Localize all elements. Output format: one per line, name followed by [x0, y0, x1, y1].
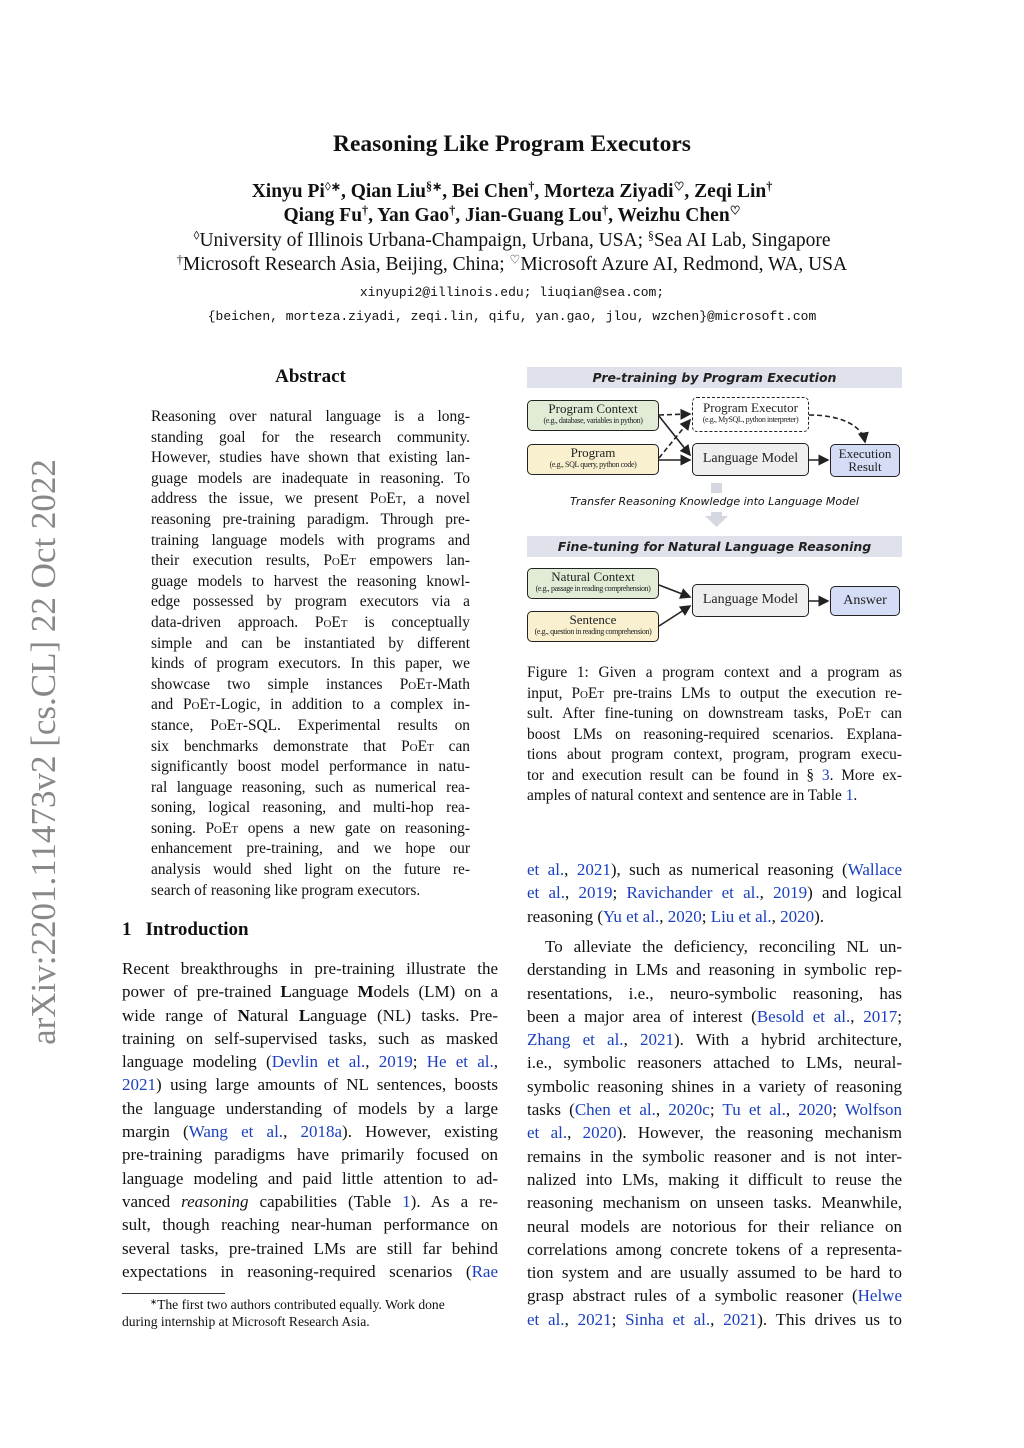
author-name: Morteza Ziyadi	[544, 181, 674, 202]
text-line: However, studies have shown that existing lan-	[151, 449, 470, 467]
text-line: et al., 2020). However, the reasoning mechanism	[527, 1123, 902, 1143]
citation-link[interactable]: He et al.	[426, 1052, 494, 1072]
citation-link[interactable]: Tu et al.	[722, 1100, 786, 1120]
citation-link[interactable]: 2020	[798, 1100, 833, 1120]
author-line-2: Qiang Fu†, Yan Gao†, Jian-Guang Lou†, Weizhu Chen♡	[283, 203, 741, 226]
box-subtitle: (e.g., database, variables in python)	[543, 416, 643, 425]
intro-paragraph	[122, 957, 498, 1283]
section-title: Introduction	[145, 919, 249, 940]
affiliation-mark: §∗	[426, 179, 443, 194]
poet-name: PoEt	[323, 552, 356, 570]
citation-link[interactable]: et al.	[527, 1123, 568, 1143]
text-line: sult. After fine-tuning on downstream tasks, PoEt can	[527, 705, 902, 722]
text-line: ral language reasoning, such as numerical rea-	[151, 778, 470, 796]
text-line: 2021) using large amounts of NL sentences, boosts	[122, 1075, 498, 1095]
affiliation-mark: †	[449, 203, 456, 218]
author-name: Qian Liu	[350, 181, 427, 202]
citation-link[interactable]: 2018a	[300, 1122, 343, 1142]
text-line: Reasoning over natural language is a long-	[151, 408, 470, 425]
citation-link[interactable]: 2020	[780, 906, 815, 926]
answer-box: Answer	[830, 586, 900, 616]
affiliation-mark: †	[528, 179, 535, 194]
text-line: search of reasoning like program executors.	[151, 881, 421, 899]
transfer-text: Transfer Reasoning Knowledge into Language Model	[566, 495, 863, 508]
text-line: several tasks, pre-trained LMs are still far behind	[122, 1238, 498, 1258]
text-line: training on self-supervised tasks, such as masked	[122, 1028, 498, 1048]
language-model-box: Language Model	[692, 443, 809, 476]
text-line: stance, PoEt-SQL. Experimental results on	[151, 716, 470, 734]
text-line: et al., 2021), such as numerical reasoning (Wallace	[527, 860, 902, 879]
citation-link[interactable]: Besold et al.	[756, 1006, 851, 1026]
program-context-box	[527, 400, 659, 431]
right-paragraph-2	[527, 935, 902, 1331]
author-name: Jian-Guang Lou	[464, 205, 603, 226]
poet-name: PoEt	[369, 490, 403, 508]
text-line: i.e., symbolic reasoners attached to LMs, neural-	[527, 1053, 902, 1073]
footnote-mark: ∗	[150, 1296, 158, 1307]
text-line: sult, though reaching near-human performance on	[122, 1215, 498, 1235]
citation-link[interactable]: Zhang et al.	[527, 1030, 624, 1050]
bold-text: L	[280, 982, 292, 1002]
citation-link[interactable]: Wallace	[847, 860, 902, 879]
box-title: Sentence	[569, 612, 617, 627]
affiliation-text: University of Illinois Urbana-Champaign, Urbana, USA;	[199, 230, 648, 251]
text-line: et al., 2021; Sinha et al., 2021). This drives us to	[527, 1309, 902, 1329]
text-line: kinds of program executors. In this paper, we	[151, 655, 470, 673]
citation-link[interactable]: 2021	[723, 1309, 758, 1329]
citation-link[interactable]: et al.	[527, 1309, 565, 1329]
box-title: Program	[570, 445, 616, 460]
citation-link[interactable]: 2021	[122, 1075, 156, 1095]
affiliation-text: Sea AI Lab, Singapore	[653, 230, 831, 251]
email-line-1: xinyupi2@illinois.edu; liuqian@sea.com;	[359, 285, 665, 300]
text-line: vanced reasoning capabilities (Table 1). As a re-	[122, 1191, 498, 1211]
text-line: input, PoEt pre-trains LMs to output the execution re-	[527, 684, 902, 702]
text-line: Zhang et al., 2021). With a hybrid architecture,	[527, 1030, 902, 1050]
text-line: boost LMs on reasoning-required scenarios. Explana-	[527, 725, 902, 743]
poet-name: PoEt	[838, 705, 871, 722]
finetuning-header: Fine-tuning for Natural Language Reasoning	[527, 536, 902, 557]
text-line: Figure 1: Given a program context and a program as	[527, 664, 902, 681]
arrow-context-to-lm	[659, 416, 690, 455]
affiliation-mark: §	[647, 228, 654, 243]
text-line: reasoning mechanism on unseen tasks. Meanwhile,	[527, 1193, 902, 1213]
section-heading	[122, 919, 263, 941]
footnote-line: The first two authors contributed equally. Work done	[157, 1297, 445, 1312]
language-model-box-finetune: Language Model	[692, 584, 809, 617]
citation-link[interactable]: 2020	[667, 906, 702, 926]
text-line: guage models are inadequate in reasoning. To	[151, 469, 470, 487]
text-line: correlations among concrete tokens of a representa-	[527, 1239, 902, 1259]
affiliation-text: Microsoft Azure AI, Redmond, WA, USA	[520, 254, 848, 275]
affiliation-mark: ◊∗	[324, 179, 341, 194]
citation-link[interactable]: 2021	[576, 860, 611, 879]
text-line: soning, logical reasoning, and multi-hop rea-	[151, 799, 470, 817]
citation-link[interactable]: 2019	[578, 883, 613, 903]
affiliation-mark: †	[602, 203, 609, 218]
text-line: reasoning (Yu et al., 2020; Liu et al., 2020).	[527, 906, 825, 926]
affiliation-mark: †	[176, 252, 183, 267]
citation-link[interactable]: Chen et al.	[574, 1100, 656, 1120]
author-line-1: Xinyu Pi◊∗, Qian Liu§∗, Bei Chen†, Morteza Ziyadi♡, Zeqi Lin†	[251, 179, 773, 202]
footnote-line: during internship at Microsoft Research Asia.	[122, 1314, 370, 1329]
arxiv-identifier: arXiv:2201.11473v2 [cs.CL] 22 Oct 2022	[24, 459, 63, 1045]
italic-text: reasoning	[181, 1191, 249, 1211]
affiliation-mark: †	[362, 203, 369, 218]
execution-result-box	[830, 444, 900, 477]
citation-link[interactable]: Sinha et al.	[625, 1309, 711, 1329]
affiliation-mark: ♡	[509, 252, 521, 267]
text-line: wide range of Natural Language (NL) tasks. Pre-	[122, 1005, 498, 1025]
text-line: significantly boost model performance in natu-	[151, 758, 470, 776]
text-line: analysis would shed light on the future re-	[151, 861, 470, 879]
paper-title: Reasoning Like Program Executors	[333, 131, 691, 157]
box-subtitle: (e.g., MySQL, python interpreter)	[702, 415, 799, 424]
poet-name: PoEt	[399, 675, 433, 693]
author-name: Bei Chen	[451, 181, 529, 202]
affiliation-mark: ◊	[193, 228, 200, 243]
bold-text: L	[298, 1005, 311, 1025]
text-line: and PoEt-Logic, in addition to a complex in-	[151, 696, 470, 714]
box-title: Execution	[838, 446, 892, 461]
citation-link[interactable]: 2019	[378, 1052, 413, 1072]
citation-link[interactable]: 2019	[773, 883, 808, 903]
abstract-heading: Abstract	[275, 366, 346, 387]
text-line: address the issue, we present PoEt, a novel	[151, 490, 470, 508]
citation-link[interactable]: Yu et al.	[603, 906, 660, 926]
text-line: language modeling (Devlin et al., 2019; He et al.,	[122, 1052, 499, 1072]
text-line: tasks (Chen et al., 2020c; Tu et al., 2020; Wolfson	[527, 1100, 903, 1120]
text-line: the language understanding of models by a large	[122, 1098, 498, 1118]
poet-name: PoEt	[210, 716, 243, 734]
poet-name: PoEt	[205, 819, 239, 837]
poet-name: PoEt	[401, 737, 434, 755]
citation-link[interactable]: Ravichander et al.	[626, 883, 760, 903]
citation-link[interactable]: Devlin et al.	[271, 1052, 366, 1072]
text-line: symbolic reasoning shines in a variety of reasoning	[527, 1076, 902, 1096]
poet-name: PoEt	[314, 613, 348, 631]
text-line: amples of natural context and sentence are in Table 1.	[527, 787, 858, 804]
box-subtitle: (e.g., question in reading comprehension)	[534, 627, 652, 636]
author-name: Yan Gao	[377, 205, 450, 226]
footnote-rule	[122, 1293, 225, 1294]
bold-text: M	[357, 982, 374, 1002]
text-line: training language models with programs and	[151, 531, 470, 549]
poet-name: PoEt	[182, 696, 216, 714]
text-line: guage models to harvest the reasoning knowl-	[151, 572, 470, 590]
text-line: six benchmarks demonstrate that PoEt can	[151, 737, 470, 755]
text-line: pre-training paradigms have primarily focused on	[122, 1145, 498, 1165]
citation-link[interactable]: 2021	[639, 1030, 674, 1050]
figure-caption	[527, 663, 902, 807]
affiliation-text: Microsoft Research Asia, Beijing, China;	[182, 254, 510, 275]
citation-link[interactable]: Wang et al.	[188, 1122, 284, 1142]
box-title: Program Executor	[703, 400, 798, 415]
author-name: Qiang Fu	[283, 205, 363, 226]
box-title: Natural Context	[551, 569, 635, 584]
box-title: Result	[848, 459, 882, 474]
arrow-executor-to-result	[809, 415, 865, 442]
citation-link[interactable]: Liu et al.	[710, 906, 772, 926]
text-line: Recent breakthroughs in pre-training illustrate the	[122, 959, 498, 978]
natural-context-box	[527, 568, 659, 599]
box-title: Program Context	[548, 401, 638, 416]
box-subtitle: (e.g., SQL query, python code)	[549, 460, 637, 469]
program-box	[527, 444, 659, 475]
right-paragraph-1	[527, 858, 902, 928]
box-subtitle: (e.g., passage in reading comprehension)	[535, 584, 651, 593]
citation-link[interactable]: et al.	[527, 860, 565, 879]
program-executor-box	[692, 397, 809, 432]
transfer-label	[527, 495, 902, 508]
citation-link[interactable]: 2020c	[668, 1100, 710, 1120]
citation-link[interactable]: 2020	[582, 1123, 617, 1143]
citation-link[interactable]: Helwe	[857, 1286, 902, 1306]
citation-link[interactable]: 1	[402, 1191, 411, 1211]
author-name: Zeqi Lin	[694, 181, 767, 202]
sentence-box	[527, 611, 659, 642]
affiliation-mark: ♡	[673, 179, 685, 194]
text-line: power of pre-trained Language Models (LM) on a	[122, 982, 498, 1002]
text-line: tions about program context, program, program execu-	[527, 746, 902, 763]
arrow-natural-to-lm	[659, 585, 690, 597]
text-line: To alleviate the deficiency, reconciling NL un-	[545, 937, 902, 956]
text-line: enhancement pre-training, and we hope our	[151, 840, 470, 858]
text-line: showcase two simple instances PoEt-Math	[151, 675, 470, 693]
citation-link[interactable]: 2017	[863, 1006, 898, 1026]
text-line: neural models are notorious for their reliance on	[527, 1216, 902, 1236]
text-line: nalized into LMs, making it difficult to reuse the	[527, 1169, 902, 1189]
text-line: resentations, i.e., neuro-symbolic reasoning, has	[527, 983, 902, 1003]
affiliation-mark: †	[766, 179, 773, 194]
poet-name: PoEt	[571, 684, 605, 702]
author-name: Weizhu Chen	[617, 205, 730, 226]
text-line: standing goal for the research community.	[151, 428, 470, 446]
text-line: their execution results, PoEt empowers lan-	[151, 552, 470, 570]
citation-link[interactable]: et al.	[527, 883, 566, 903]
section-number: 1	[122, 919, 132, 940]
text-line: soning. PoEt opens a new gate on reasoning-	[151, 819, 470, 837]
text-line: reasoning pre-training paradigm. Through pre-	[151, 510, 470, 528]
text-line: been a major area of interest (Besold et al., 2017;	[527, 1006, 902, 1026]
citation-link[interactable]: 1	[845, 787, 854, 804]
arrow-context-to-executor	[659, 414, 690, 415]
text-line: expectations in reasoning-required scenarios (Rae	[122, 1261, 498, 1281]
author-name: Xinyu Pi	[251, 181, 325, 202]
text-line: simple and can be instantiated by different	[151, 634, 470, 652]
email-line-2: {beichen, morteza.ziyadi, zeqi.lin, qifu, yan.gao, jlou, wzchen}@microsoft.com	[207, 309, 817, 324]
text-line: grasp abstract rules of a symbolic reasoner (Helwe	[527, 1286, 902, 1306]
citation-link[interactable]: Rae	[471, 1261, 498, 1281]
citation-link[interactable]: Wolfson	[844, 1100, 903, 1120]
text-line: data-driven approach. PoEt is conceptually	[151, 613, 470, 631]
arrow-sentence-to-lm	[659, 606, 690, 626]
text-line: remains in the symbolic reasoner and is not inter-	[527, 1146, 902, 1166]
citation-link[interactable]: 3	[821, 766, 830, 784]
footnote	[122, 1296, 498, 1330]
text-line: tion system and are usually assumed to be hard to	[527, 1263, 902, 1283]
text-line: margin (Wang et al., 2018a). However, existing	[122, 1122, 498, 1142]
text-line: edge possessed by program executors via a	[151, 593, 470, 611]
arrow-program-to-executor	[659, 420, 690, 458]
text-line: derstanding in LMs and reasoning in symbolic rep-	[527, 960, 902, 980]
affiliation-mark: ♡	[729, 203, 741, 218]
citation-link[interactable]: 2021	[577, 1309, 612, 1329]
pretraining-header: Pre-training by Program Execution	[527, 367, 902, 388]
bold-text: N	[237, 1005, 250, 1025]
text-line: language modeling and paid little attention to ad-	[122, 1168, 498, 1188]
text-line: tor and execution result can be found in § 3. More ex-	[527, 766, 902, 784]
text-line: et al., 2019; Ravichander et al., 2019) and logical	[527, 883, 903, 903]
